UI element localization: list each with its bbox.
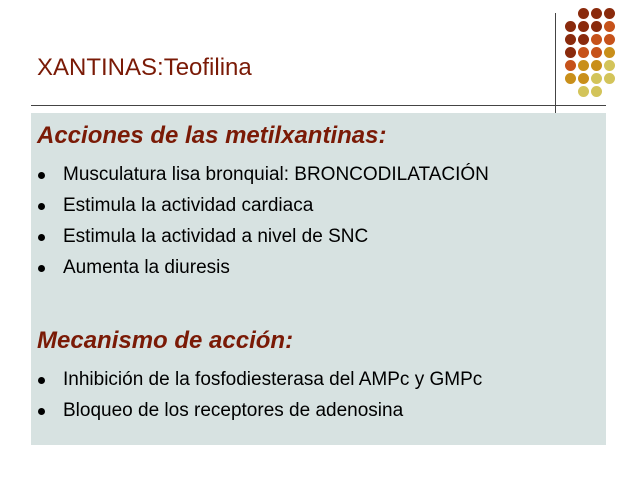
decor-dot <box>591 21 602 32</box>
bullet-icon <box>38 203 45 210</box>
vertical-divider <box>555 13 556 116</box>
bullet-icon <box>38 408 45 415</box>
decor-dot <box>565 60 576 71</box>
bullet-icon <box>38 172 45 179</box>
slide-title: XANTINAS:Teofilina <box>37 54 252 81</box>
bullet-icon <box>38 265 45 272</box>
decor-dot <box>578 21 589 32</box>
decor-dot <box>591 86 602 97</box>
decor-dot <box>565 73 576 84</box>
bullet-text: Aumenta la diuresis <box>63 257 230 278</box>
decor-dot <box>591 8 602 19</box>
decor-dot <box>591 47 602 58</box>
decor-dot <box>604 34 615 45</box>
decor-dot <box>578 60 589 71</box>
bullet-item <box>37 255 230 281</box>
section-heading-mecanismo: Mecanismo de acción: <box>37 327 294 354</box>
bullet-item <box>37 162 489 188</box>
bullet-item <box>37 367 482 393</box>
bullet-text: Inhibición de la fosfodiesterasa del AMPc y GMPc <box>63 369 483 390</box>
bullet-icon <box>38 377 45 384</box>
decor-dot <box>604 73 615 84</box>
content-panel <box>31 113 606 445</box>
bullet-item <box>37 224 368 250</box>
decor-dot <box>591 34 602 45</box>
decor-dot <box>604 8 615 19</box>
bullet-item <box>37 398 403 424</box>
decor-dot <box>591 60 602 71</box>
decor-dot <box>578 34 589 45</box>
bullet-text: Musculatura lisa bronquial: BRONCODILATACIÓN <box>63 164 489 185</box>
decor-dot <box>578 73 589 84</box>
bullet-item <box>37 193 313 219</box>
decor-dot <box>565 21 576 32</box>
decor-dot <box>565 34 576 45</box>
decor-dot <box>578 86 589 97</box>
bullet-text: Bloqueo de los receptores de adenosina <box>63 400 404 421</box>
bullet-text: Estimula la actividad cardiaca <box>63 195 314 216</box>
decor-dot <box>604 47 615 58</box>
decor-dot <box>604 21 615 32</box>
horizontal-divider <box>31 105 606 106</box>
decor-dot <box>578 8 589 19</box>
bullet-text: Estimula la actividad a nivel de SNC <box>63 226 369 247</box>
decor-dot <box>565 47 576 58</box>
decor-dot <box>578 47 589 58</box>
bullet-icon <box>38 234 45 241</box>
decor-dot <box>591 73 602 84</box>
section-heading-acciones: Acciones de las metilxantinas: <box>37 122 387 149</box>
decor-dot <box>604 60 615 71</box>
